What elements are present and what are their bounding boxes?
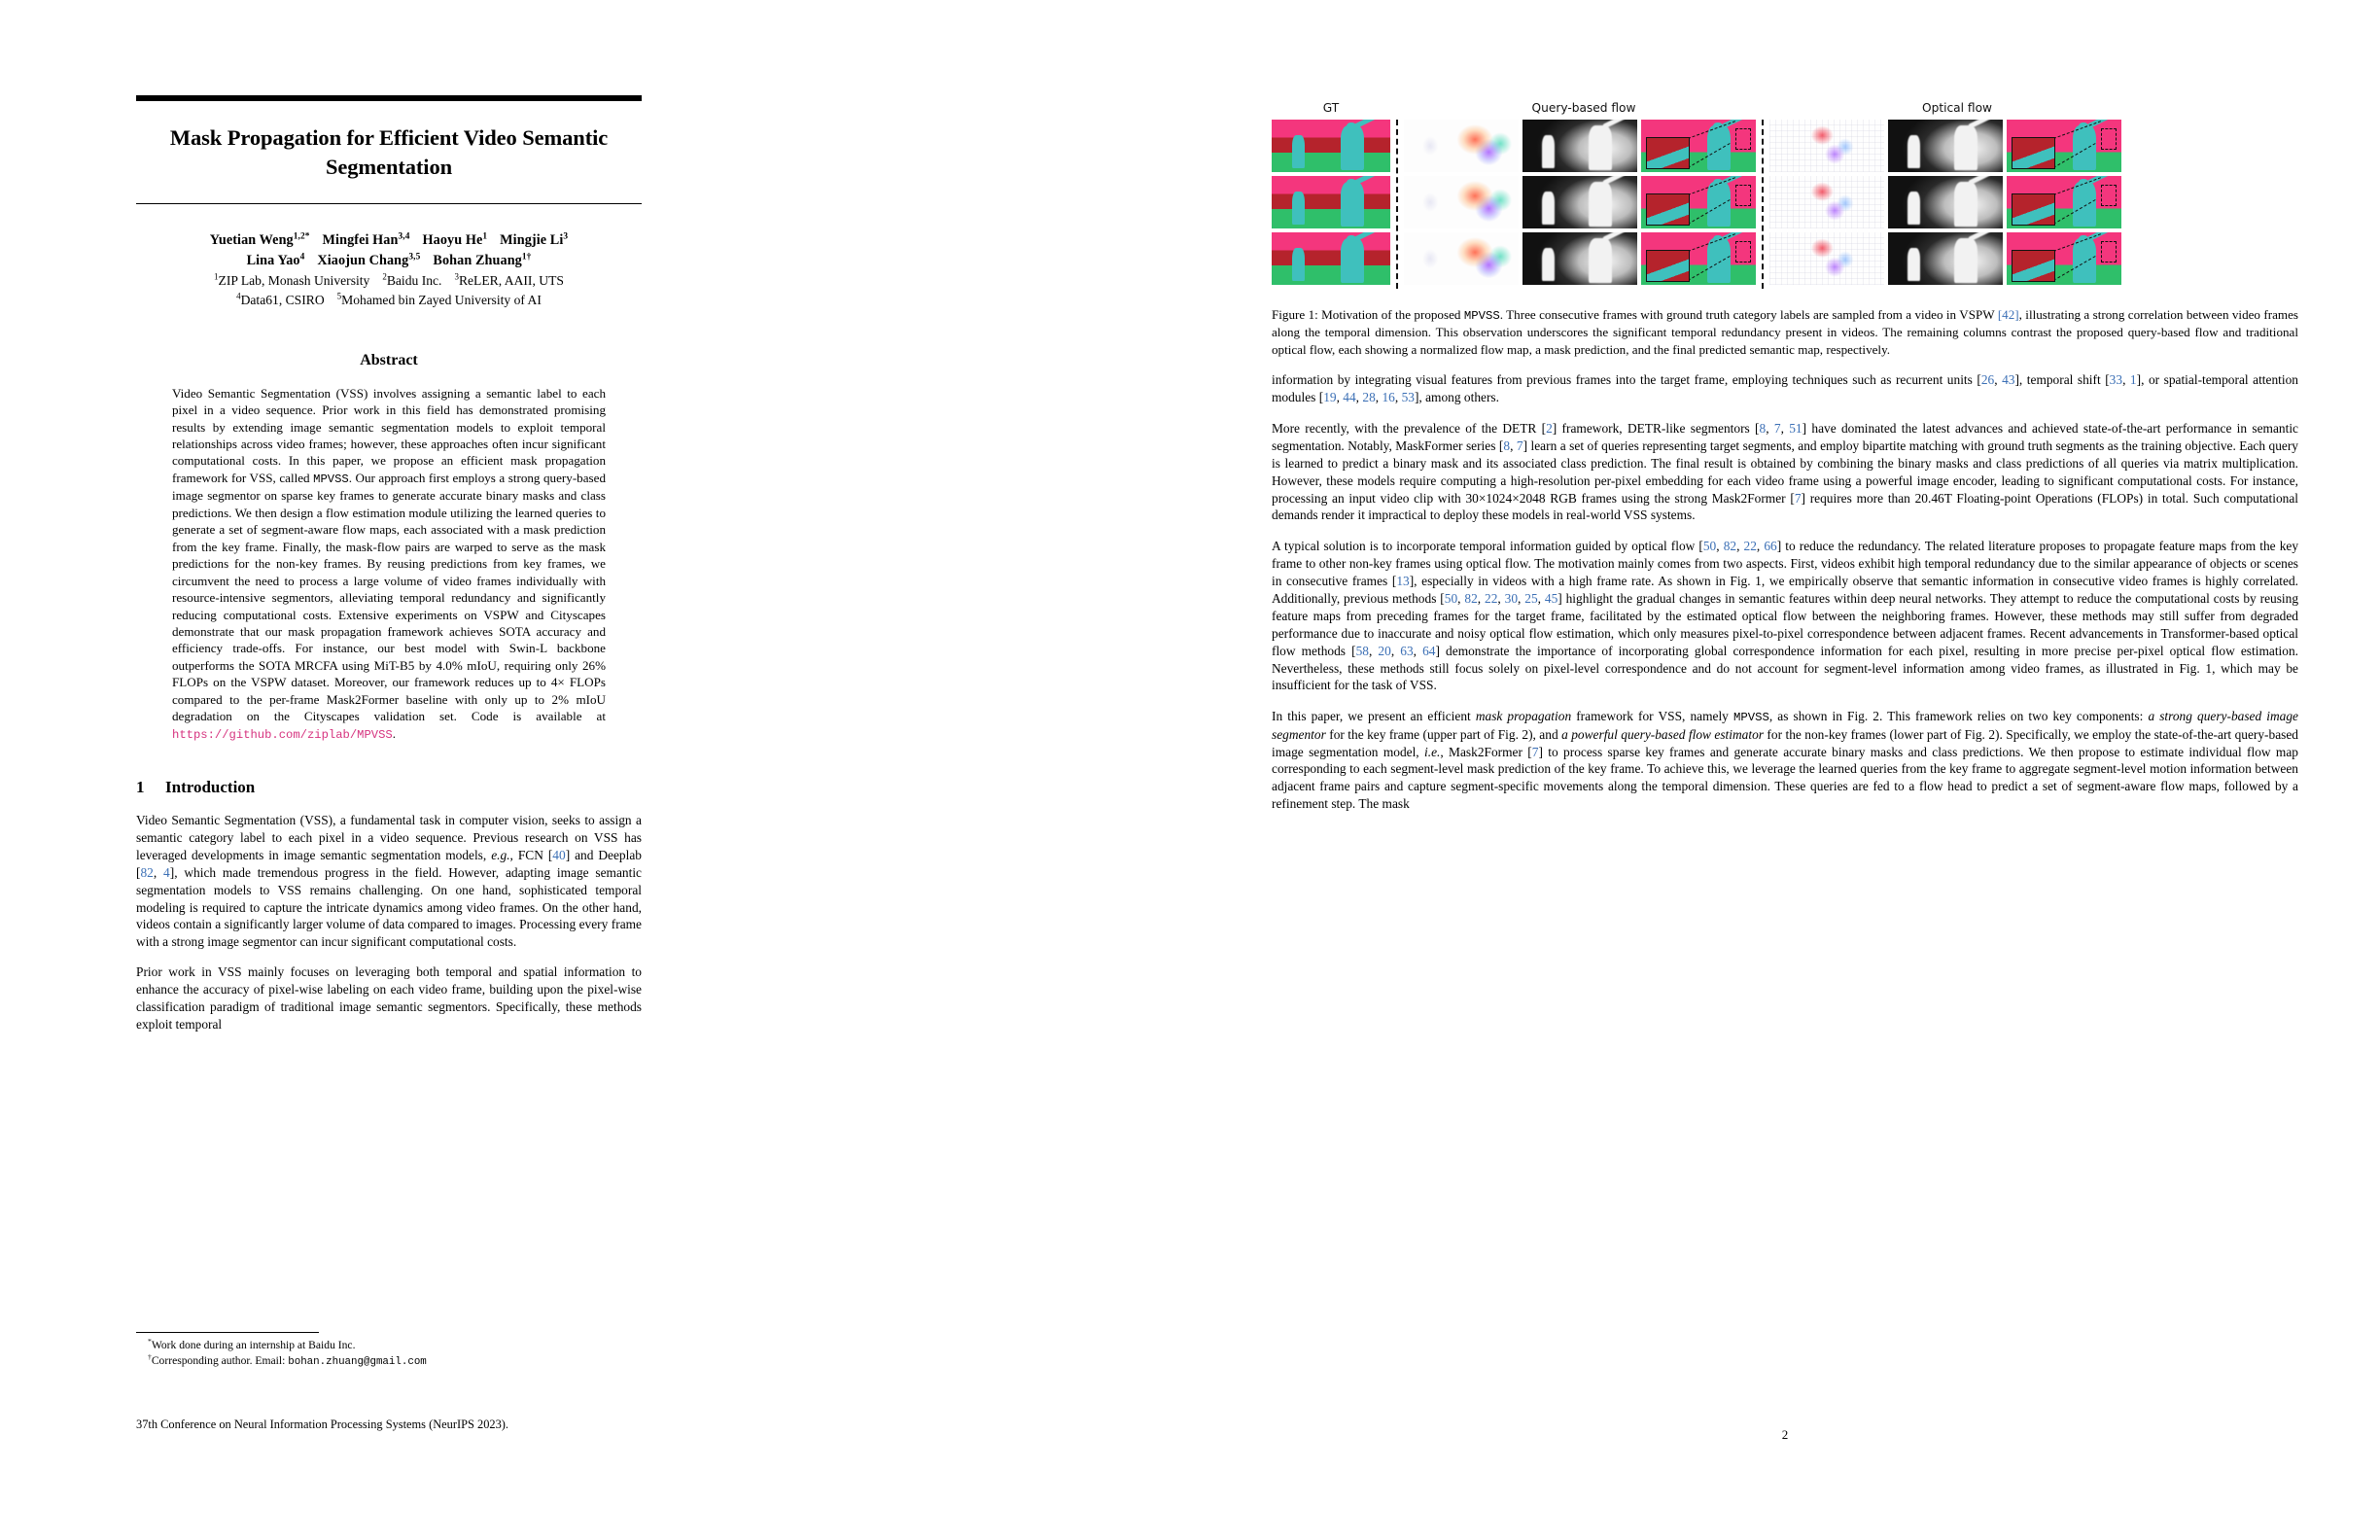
mask-person-b xyxy=(1589,125,1612,169)
figure-cell-gt xyxy=(1272,176,1390,228)
figure-cell-optical-flowmap xyxy=(1769,120,1884,172)
zoom-inset-box xyxy=(2012,250,2055,281)
citation-ref[interactable]: 66 xyxy=(1764,539,1777,554)
footnote-star xyxy=(148,1338,642,1353)
mask-person-b xyxy=(1589,238,1612,282)
figure-cell-optical-mask xyxy=(1888,176,2003,228)
mask-person-b xyxy=(1954,125,1978,169)
citation-ref[interactable]: 22 xyxy=(1485,590,1498,606)
citation-ref[interactable]: 50 xyxy=(1444,590,1458,606)
affiliation-sup: 2 xyxy=(382,271,387,282)
figure-cell-query-mask xyxy=(1522,176,1637,228)
affiliation-sup: 5 xyxy=(336,291,342,301)
citation-ref[interactable]: 43 xyxy=(2002,372,2015,388)
affiliation-sup: 3 xyxy=(454,271,459,282)
citation-ref[interactable]: 22 xyxy=(1743,539,1757,554)
mask-person-a xyxy=(1908,135,1920,167)
segment-person-b xyxy=(1341,182,1364,226)
zoom-source-box xyxy=(2101,185,2118,207)
mask-arm xyxy=(1968,232,1992,242)
affiliation-name: ReLER, AAII, UTS xyxy=(458,272,564,288)
page-right xyxy=(1190,0,2380,1540)
segment-person-b xyxy=(1341,238,1364,282)
author-line-2 xyxy=(136,251,642,271)
mask-arm xyxy=(1968,176,1992,186)
figure-cell-query-mask xyxy=(1522,232,1637,285)
author-name: Yuetian Weng xyxy=(209,232,294,249)
zoom-source-box xyxy=(1735,241,1752,263)
body-paragraph-4: In this paper, we present an efficient mask propagation framework for VSS, namely MPVSS, as shown in Fig. 2. This framework relies on two key components: a strong query-based image segmentor for the key frame (upper part of Fig. 2), and a powerful query-based flow estimator for the non-key frames (lower part of Fig. 2). Specifically, we employ the state-of-the-art query-based image segmentation model, i.e., Mask2Former [7] to process sparse key frames and generate accurate binary masks and class predictions. We then propose to estimate individual flow map corresponding to each segment-level mask prediction of the key frame. To achieve this, we leverage the learned queries from the key frame to aggregate segment-level motion information between adjacent frame pairs and capture segment-specific movements along the temporal dimension. These queries are fed to a flow head to predict a set of segment-aware flow maps, followed by a refinement step. The mask xyxy=(1272,709,2299,812)
figure-cell-query-flowmap xyxy=(1404,176,1519,228)
affiliation-name: Mohamed bin Zayed University of AI xyxy=(341,292,542,307)
figure-column-query-prediction xyxy=(1641,120,1756,289)
citation-ref[interactable]: 51 xyxy=(1789,420,1802,436)
citation-ref[interactable]: 64 xyxy=(1422,643,1436,658)
citation-ref[interactable]: 30 xyxy=(1504,590,1519,606)
author-block xyxy=(136,230,642,309)
zoom-inset-box xyxy=(1646,250,1690,281)
footnote-marker-star: * xyxy=(148,1337,152,1347)
citation-ref[interactable]: 53 xyxy=(1401,390,1415,405)
affiliation-sup: 4 xyxy=(236,291,241,301)
abstract-heading: Abstract xyxy=(360,351,418,368)
body-paragraph-3: A typical solution is to incorporate temporal information guided by optical flow [50, 82, 22, 66] to reduce the redundancy. The related literature proposes to propagate feature maps from the key frame to other non-key frames using optical flow. The motivation mainly comes from two aspects. First, videos exhibit high temporal redundancy due to the similar appearance of objects or scenes in consecutive frames [13], especially in videos with a high frame rate. As shown in Fig. 1, we empirically observe that semantic information in consecutive video frames is highly correlated. Additionally, previous methods [50, 82, 22, 30, 25, 45] highlight the gradual changes in semantic features within deep neural networks. They attempt to reduce the computational costs by reusing feature maps from preceding frames for the target frame, facilitated by the estimated optical flow between the neighboring frames. However, these methods may still suffer from degraded performance due to inaccurate and noisy optical flow estimation, which only measures pixel-to-pixel correspondence between adjacent frames. Recent advancements in Transformer-based optical flow methods [58, 20, 63, 64] demonstrate the importance of incorporating global correspondence information for each pixel, resulting in more precise per-pixel optical flow estimation. Nevertheless, these methods still focus solely on pixel-level correspondence and do not account for segment-level information among video frames, as illustrated in Fig. 1, which may be insufficient for the task of VSS. xyxy=(1272,539,2299,693)
code-url-link[interactable]: https://github.com/ziplab/MPVSS xyxy=(172,727,393,742)
title-rule-bottom xyxy=(136,203,642,205)
figure-cell-optical-prediction xyxy=(2007,120,2121,172)
figure-column-query-mask xyxy=(1522,120,1637,289)
abstract-method-name: MPVSS xyxy=(313,472,349,486)
figure-column-query-flowmap xyxy=(1404,120,1519,289)
citation-ref[interactable]: 8 xyxy=(1759,420,1767,436)
citation-ref[interactable]: 82 xyxy=(140,864,154,880)
citation-ref[interactable]: 82 xyxy=(1464,590,1478,606)
footnote-marker-dagger: † xyxy=(148,1352,152,1362)
citation-ref[interactable]: [42] xyxy=(1997,307,2019,322)
citation-ref[interactable]: 45 xyxy=(1544,590,1558,606)
segment-person-a xyxy=(1292,248,1305,280)
figure-cell-query-prediction xyxy=(1641,232,1756,285)
citation-ref[interactable]: 2 xyxy=(1546,420,1553,436)
author-sup: 3,5 xyxy=(408,252,421,262)
figure-caption-prefix: Figure 1: Motivation of the proposed MPVSS. Three consecutive frames with ground truth category labels are sampled from a video in VSPW xyxy=(1272,307,1998,323)
citation-ref[interactable]: 7 xyxy=(1794,490,1802,506)
figure-image-grid xyxy=(1272,120,2298,289)
section-heading-introduction xyxy=(136,778,642,797)
mask-arm xyxy=(1602,176,1627,186)
left-page-content xyxy=(136,0,642,1033)
mask-person-a xyxy=(1908,192,1920,224)
citation-ref[interactable]: 82 xyxy=(1723,539,1737,554)
mask-arm xyxy=(1968,120,1992,129)
figure-cell-optical-mask xyxy=(1888,232,2003,285)
figure-cell-query-flowmap xyxy=(1404,232,1519,285)
author-name: Haoyu He xyxy=(422,232,483,249)
citation-ref[interactable]: 13 xyxy=(1396,574,1410,589)
figure-1 xyxy=(1272,93,2298,358)
mask-arm xyxy=(1602,232,1627,242)
abstract-text-part-3: . xyxy=(392,725,397,741)
intro-paragraph-2: Prior work in VSS mainly focuses on leveraging both temporal and spatial information to enhance the accuracy of pixel-wise labeling on each video frame, building upon the pixel-wise classification paradigm of traditional image semantic segmentors. Specifically, these methods exploit temporal xyxy=(136,964,642,1032)
mask-arm xyxy=(1602,120,1627,129)
zoom-source-box xyxy=(1735,128,1752,151)
author-name: Lina Yao xyxy=(246,253,300,269)
abstract-text-part-1: Video Semantic Segmentation (VSS) involves assigning a semantic label to each pixel in a video sequence. Prior work in this field has demonstrated promising results by extending image semantic segmentation models to exploit temporal relationships across video frames; however, these approaches often incur significant computational costs. In this paper, we propose an efficient mask propagation framework for VSS, called xyxy=(172,385,606,485)
citation-ref[interactable]: 63 xyxy=(1400,643,1414,658)
mask-person-b xyxy=(1589,182,1612,226)
zoom-inset-box xyxy=(1646,193,1690,225)
corresponding-author-email[interactable]: bohan.zhuang@gmail.com xyxy=(288,1356,427,1369)
segment-person-b xyxy=(1341,125,1364,169)
figure-cell-query-flowmap xyxy=(1404,120,1519,172)
zoom-source-box xyxy=(2101,128,2118,151)
author-sup: 3 xyxy=(563,231,569,242)
figure-caption xyxy=(1272,306,2298,358)
citation-ref[interactable]: 40 xyxy=(552,847,566,862)
figure-column-labels xyxy=(1272,93,2298,115)
figure-column-groundtruth xyxy=(1272,120,1390,289)
figure-cell-optical-prediction xyxy=(2007,176,2121,228)
author-name: Bohan Zhuang xyxy=(433,253,522,269)
body-paragraph-1: information by integrating visual features from previous frames into the target frame, employing techniques such as recurrent units [26, 43], temporal shift [33, 1], or spatial-temporal attention modules [19, 44, 28, 16, 53], among others. xyxy=(1272,372,2298,405)
citation-ref[interactable]: 50 xyxy=(1702,539,1717,554)
segment-person-a xyxy=(1292,135,1305,167)
figure-column-optical-flowmap xyxy=(1769,120,1884,289)
figure-label-gt: GT xyxy=(1322,101,1340,115)
author-sup: 3,4 xyxy=(398,231,410,242)
citation-ref[interactable]: 28 xyxy=(1362,390,1376,405)
title-rule-top xyxy=(136,95,642,101)
citation-ref[interactable]: 7 xyxy=(1516,438,1523,453)
figure-caption-suffix: , illustrating a strong correlation between video frames along the temporal dimension. This observation underscores the significant temporal redundancy present in videos. The remaining columns contrast the proposed query-based flow and traditional optical flow, each showing a normalized flow map, a mask prediction, and the final predicted semantic map, respectively. xyxy=(1272,307,2298,357)
citation-ref[interactable]: 4 xyxy=(163,864,170,880)
footnote-dagger-text: Corresponding author. Email: xyxy=(151,1354,289,1368)
affiliation-name: Data61, CSIRO xyxy=(240,292,325,307)
figure-divider-dashed-1 xyxy=(1390,120,1404,289)
citation-ref[interactable]: 1 xyxy=(2129,372,2137,388)
page-number: 2 xyxy=(1781,1427,1789,1442)
author-sup: 1† xyxy=(521,252,532,262)
mask-person-a xyxy=(1908,248,1920,280)
citation-ref[interactable]: 26 xyxy=(1980,372,1995,388)
mask-person-a xyxy=(1542,192,1555,224)
mask-person-a xyxy=(1542,248,1555,280)
footnote-dagger xyxy=(148,1353,642,1370)
figure-label-query-based-flow: Query-based flow xyxy=(1531,101,1636,115)
right-page-content xyxy=(1272,0,2298,813)
section-number: 1 xyxy=(136,778,145,797)
figure-cell-query-prediction xyxy=(1641,176,1756,228)
figure-divider-dashed-2 xyxy=(1756,120,1769,289)
author-sup: 4 xyxy=(299,252,305,262)
author-name: Mingfei Han xyxy=(322,232,399,249)
author-sup: 1 xyxy=(482,231,488,242)
author-name: Xiaojun Chang xyxy=(317,253,409,269)
affiliation-sup: 1 xyxy=(214,271,219,282)
citation-ref[interactable]: 19 xyxy=(1323,390,1337,405)
zoom-source-box xyxy=(1735,185,1752,207)
figure-cell-optical-prediction xyxy=(2007,232,2121,285)
mask-person-b xyxy=(1954,182,1978,226)
author-name: Mingjie Li xyxy=(500,232,564,249)
zoom-inset-box xyxy=(2012,137,2055,168)
zoom-inset-box xyxy=(2012,193,2055,225)
zoom-source-box xyxy=(2101,241,2118,263)
abstract-body xyxy=(172,385,606,743)
affiliation-line-2 xyxy=(136,291,642,310)
figure-cell-optical-flowmap xyxy=(1769,176,1884,228)
citation-ref[interactable]: 25 xyxy=(1524,590,1538,606)
segment-person-a xyxy=(1292,192,1305,224)
author-line-1 xyxy=(136,230,642,251)
figure-group-query-based-flow xyxy=(1404,120,1756,289)
citation-ref[interactable]: 16 xyxy=(1382,390,1395,405)
citation-ref[interactable]: 33 xyxy=(2109,372,2123,388)
figure-label-optical-flow: Optical flow xyxy=(1921,101,1993,115)
mask-person-a xyxy=(1542,135,1555,167)
citation-ref[interactable]: 44 xyxy=(1343,390,1356,405)
figure-cell-optical-flowmap xyxy=(1769,232,1884,285)
footnote-rule xyxy=(136,1332,319,1333)
footnote-star-text: Work done during an internship at Baidu Inc. xyxy=(151,1339,356,1352)
conference-line: 37th Conference on Neural Information Processing Systems (NeurIPS 2023). xyxy=(136,1418,509,1431)
abstract-text-part-2: . Our approach first employs a strong query-based image segmentor on sparse key frames to generate accurate binary masks and class predictions. We then design a flow estimation module utilizing the learned queries to generate a set of segment-aware flow maps, each associated with a mask prediction from the key frame. Finally, the mask-flow pairs are warped to serve as the mask predictions for the non-key frames. By reusing predictions from key frames, we circumvent the need to process a large volume of video frames individually with resource-intensive segmentors, alleviating temporal redundancy and significantly reducing computational costs. Extensive experiments on VSPW and Cityscapes demonstrate that our mask propagation framework achieves SOTA accuracy and efficiency trade-offs. For instance, our best model with Swin-L backbone outperforms the SOTA MRCFA using MiT-B5 by 4.0% mIoU, requiring only 26% FLOPs on the VSPW dataset. Moreover, our framework reduces up to 4× FLOPs compared to the per-frame Mask2Former baseline with only up to 2% mIoU degradation on the Cityscapes validation set. Code is available at xyxy=(172,470,606,724)
figure-group-optical-flow xyxy=(1769,120,2121,289)
figure-cell-gt xyxy=(1272,120,1390,172)
figure-cell-optical-mask xyxy=(1888,120,2003,172)
body-paragraph-2: More recently, with the prevalence of the DETR [2] framework, DETR-like segmentors [8, 7, 51] have dominated the latest advances and achieved state-of-the-art performance in semantic segmentation. Notably, MaskFormer series [8, 7] learn a set of queries representing target segments, and employ bipartite matching with ground truth segments as the training objective. Each query is learned to predict a binary mask and its associated class prediction. The final result is obtained by combining the binary masks and class predictions of all queries via matrix multiplication. However, these models require computing a high-resolution per-pixel embedding for each video frame using a powerful image encoder, leading to significant computational costs. For instance, processing an input video clip with 30×1024×2048 RGB frames using the strong Mask2Former [7] requires more than 20.46T Floating-point Operations (FLOPs) in total. Such computational demands render it impractical to deploy these models in real-world VSS systems. xyxy=(1272,420,2298,523)
figure-cell-query-mask xyxy=(1522,120,1637,172)
segment-arm xyxy=(1353,232,1379,242)
segment-arm xyxy=(1353,120,1379,129)
citation-ref[interactable]: 7 xyxy=(1773,420,1781,436)
figure-cell-gt xyxy=(1272,232,1390,285)
affiliation-line-1 xyxy=(136,271,642,291)
zoom-inset-box xyxy=(1646,137,1690,168)
citation-ref[interactable]: 8 xyxy=(1503,438,1511,453)
citation-ref[interactable]: 7 xyxy=(1531,744,1539,759)
citation-ref[interactable]: 20 xyxy=(1378,643,1391,658)
figure-cell-query-prediction xyxy=(1641,120,1756,172)
figure-column-optical-mask xyxy=(1888,120,2003,289)
affiliation-name: ZIP Lab, Monash University xyxy=(218,272,370,288)
page-title: Mask Propagation for Efficient Video Semantic Segmentation xyxy=(169,125,609,179)
section-title: Introduction xyxy=(165,778,256,797)
figure-column-optical-prediction xyxy=(2007,120,2121,289)
author-sup: 1,2* xyxy=(293,231,310,242)
citation-ref[interactable]: 58 xyxy=(1355,643,1369,658)
footnote-block xyxy=(136,1332,642,1370)
mask-person-b xyxy=(1954,238,1978,282)
affiliation-name: Baidu Inc. xyxy=(386,272,442,288)
segment-arm xyxy=(1353,176,1379,186)
intro-paragraph-1: Video Semantic Segmentation (VSS), a fundamental task in computer vision, seeks to assign a semantic category label to each pixel in a video sequence. Previous research on VSS has leveraged developments in image semantic segmentation models, e.g., FCN [40] and Deeplab [82, 4], which made tremendous progress in the field. However, adapting image semantic segmentation models to VSS remains challenging. On one hand, sophisticated temporal modeling is required to capture the intricate dynamics among video frames. On the other hand, videos contain a significantly larger volume of data compared to images. Processing every frame with a strong image segmentor can incur significant computational costs. xyxy=(136,813,643,950)
